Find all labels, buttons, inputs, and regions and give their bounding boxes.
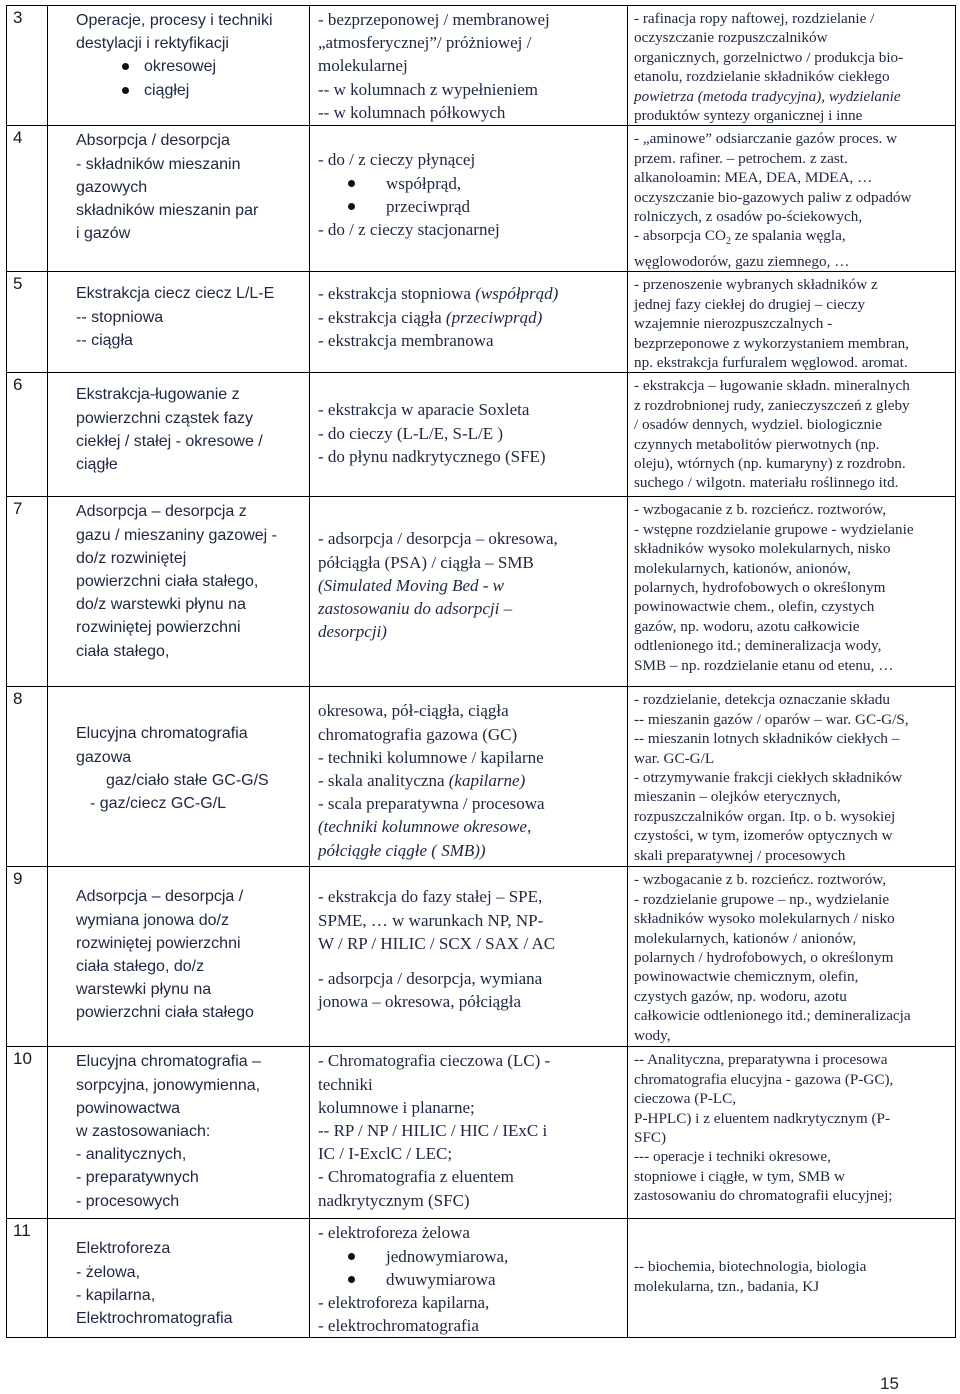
technique-cell: okresowa, pół-ciągła, ciągła chromatografia gazowa (GC) - techniki kolumnowe / kapilarne - skala analityczna (kapilarne) - scala preparatywna / procesowa (techniki kolumnowe okresowe, półciągłe ciągłe ( SMB)) xyxy=(310,687,628,867)
bullet-item: okresowej xyxy=(76,55,303,78)
row-number: 5 xyxy=(7,272,48,373)
technique-cell: - Chromatografia cieczowa (LC) - techniki kolumnowe i planarne; -- RP / NP / HILIC / HIC / IExC i IC / I-ExclC / LEC; - Chromatografia z eluentem nadkrytycznym (SFC) xyxy=(310,1047,628,1219)
technique-cell: - elektroforeza żelowa jednowymiarowa, dwuwymiarowa - elektroforeza kapilarna, - elektrochromatografia xyxy=(310,1219,628,1338)
operation-cell: Elektroforeza - żelowa, - kapilarna, Elektrochromatografia xyxy=(48,1219,310,1338)
application-cell: -- biochemia, biotechnologia, biologia molekularna, tzn., badania, KJ xyxy=(628,1219,956,1338)
row-number: 7 xyxy=(7,497,48,687)
table-row xyxy=(7,1219,956,1338)
operation-cell: Ekstrakcja ciecz ciecz L/L-E -- stopniowa -- ciągła xyxy=(48,272,310,373)
row-number: 6 xyxy=(7,373,48,497)
operation-cell: Operacje, procesy i techniki destylacji i rektyfikacji okresowej ciągłej xyxy=(48,6,310,126)
application-cell: - wzbogacanie z b. rozcieńcz. roztworów, - wstępne rozdzielanie grupowe - wydzielanie składników wysoko molekularnych, nisko molekularnych, kationów, anionów, polarnych, hydrofobowych o określonym powinowactwie chem., olefin, czystych gazów, np. wodoru, azotu całkowicie odtlenionego itd.; demineralizacja wody, SMB – np. rozdzielanie etanu od etenu, … xyxy=(628,497,956,687)
operation-cell: Absorpcja / desorpcja - składników mieszanin gazowych składników mieszanin par i gazów xyxy=(48,126,310,272)
table-row xyxy=(7,373,956,497)
application-cell: - wzbogacanie z b. rozcieńcz. roztworów, - rozdzielanie grupowe – np., wydzielanie składników wysoko molekularnych / nisko molekularnych, kationów / anionów, polarnych / hydrofobowych, o określonym powinowactwie chemicznym, olefin, czystych gazów, np. wodoru, azotu całkowicie odtlenionego itd.; demineralizacja wody, xyxy=(628,867,956,1047)
table-row xyxy=(7,1047,956,1219)
bullet-item: ciągłej xyxy=(76,79,303,102)
operation-cell: Elucyjna chromatografia – sorpcyjna, jonowymienna, powinowactwa w zastosowaniach: - analitycznych, - preparatywnych - procesowych xyxy=(48,1047,310,1219)
application-cell: - „aminowe” odsiarczanie gazów proces. w przem. rafiner. – petrochem. z zast. alkanoloamin: MEA, DEA, MDEA, … oczyszczanie bio-gazowych paliw z odpadów rolniczych, z osadów po-ściekowych, - absorpcja $CO_2$ ze spalania węgla, węglowodorów, gazu ziemnego, … xyxy=(628,126,956,272)
bullet-item: dwuwymiarowa xyxy=(318,1268,621,1291)
technique-cell: - bezprzeponowej / membranowej „atmosferycznej”/ próżniowej / molekularnej -- w kolumnach z wypełnieniem -- w kolumnach półkowych xyxy=(310,6,628,126)
table-row xyxy=(7,126,956,272)
technique-cell: - adsorpcja / desorpcja – okresowa, półciągła (PSA) / ciągła – SMB (Simulated Moving Bed - w zastosowaniu do adsorpcji – desorpcji) xyxy=(310,497,628,687)
application-cell: -- Analityczna, preparatywna i procesowa chromatografia elucyjna - gazowa (P-GC), cieczowa (P-LC, P-HPLC) i z eluentem nadkrytycznym (P- SFC) --- operacje i techniki okresowe, stopniowe i ciągłe, w tym, SMB w zastosowaniu do chromatografii elucyjnej; xyxy=(628,1047,956,1219)
operation-cell: Adsorpcja – desorpcja / wymiana jonowa do/z rozwiniętej powierzchni ciała stałego, do/z warstewki płynu na powierzchni ciała stałego xyxy=(48,867,310,1047)
row-number: 9 xyxy=(7,867,48,1047)
row-number: 4 xyxy=(7,126,48,272)
application-cell: - rafinacja ropy naftowej, rozdzielanie / oczyszczanie rozpuszczalników organicznych, gorzelnictwo / produkcja bio- etanolu, rozdzielanie składników ciekłego powietrza (metoda tradycyjna), wydzielanie produktów syntezy organicznej i inne xyxy=(628,6,956,126)
table-row xyxy=(7,867,956,1047)
operation-cell: Elucyjna chromatografia gazowa gaz/ciało stałe GC-G/S - gaz/ciecz GC-G/L xyxy=(48,687,310,867)
operation-cell: Adsorpcja – desorpcja z gazu / mieszaniny gazowej - do/z rozwiniętej powierzchni ciała stałego, do/z warstewki płynu na rozwiniętej powierzchni ciała stałego, xyxy=(48,497,310,687)
row-number: 3 xyxy=(7,6,48,126)
row-number: 8 xyxy=(7,687,48,867)
technique-cell: - ekstrakcja w aparacie Soxleta - do cieczy (L-L/E, S-L/E ) - do płynu nadkrytycznego (SFE) xyxy=(310,373,628,497)
row-number: 10 xyxy=(7,1047,48,1219)
bullet-item: przeciwprąd xyxy=(318,195,621,218)
technique-cell: - do / z cieczy płynącej współprąd, przeciwprąd - do / z cieczy stacjonarnej xyxy=(310,126,628,272)
table-row xyxy=(7,6,956,126)
application-cell: - rozdzielanie, detekcja oznaczanie składu -- mieszanin gazów / oparów – war. GC-G/S, -- mieszanin lotnych składników ciekłych – war. GC-G/L - otrzymywanie frakcji ciekłych składników mieszanin – olejków eterycznych, rozpuszczalników organ. Itp. o b. wysokiej czystości, w tym, izomerów optycznych w skali preparatywnej / procesowych xyxy=(628,687,956,867)
technique-cell: - ekstrakcja do fazy stałej – SPE, SPME, … w warunkach NP, NP- W / RP / HILIC / SCX / SAX / AC - adsorpcja / desorpcja, wymiana jonowa – okresowa, półciągła xyxy=(310,867,628,1047)
technique-cell: - ekstrakcja stopniowa (współprąd) - ekstrakcja ciągła (przeciwprąd) - ekstrakcja membranowa xyxy=(310,272,628,373)
process-table xyxy=(6,5,956,1338)
application-cell: - przenoszenie wybranych składników z jednej fazy ciekłej do drugiej – cieczy wzajemnie nierozpuszczalnych - bezprzeponowe z wykorzystaniem membran, np. ekstrakcja furfuralem węglowod. aromat. xyxy=(628,272,956,373)
row-number: 11 xyxy=(7,1219,48,1338)
application-cell: - ekstrakcja – ługowanie składn. mineralnych z rozdrobnionej rudy, zanieczyszczeń z gleby / osadów dennych, wydziel. biologicznie czynnych metabolitów pierwotnych (np. oleju), wtórnych (np. kumaryny) z rozdrobn. suchego / wilgotn. materiału roślinnego itd. xyxy=(628,373,956,497)
bullet-item: jednowymiarowa, xyxy=(318,1245,621,1268)
table-row xyxy=(7,687,956,867)
table-row xyxy=(7,272,956,373)
operation-cell: Ekstrakcja-ługowanie z powierzchni cząstek fazy ciekłej / stałej - okresowe / ciągłe xyxy=(48,373,310,497)
table-row xyxy=(7,497,956,687)
page-number: 15 xyxy=(880,1374,899,1393)
bullet-item: współprąd, xyxy=(318,172,621,195)
